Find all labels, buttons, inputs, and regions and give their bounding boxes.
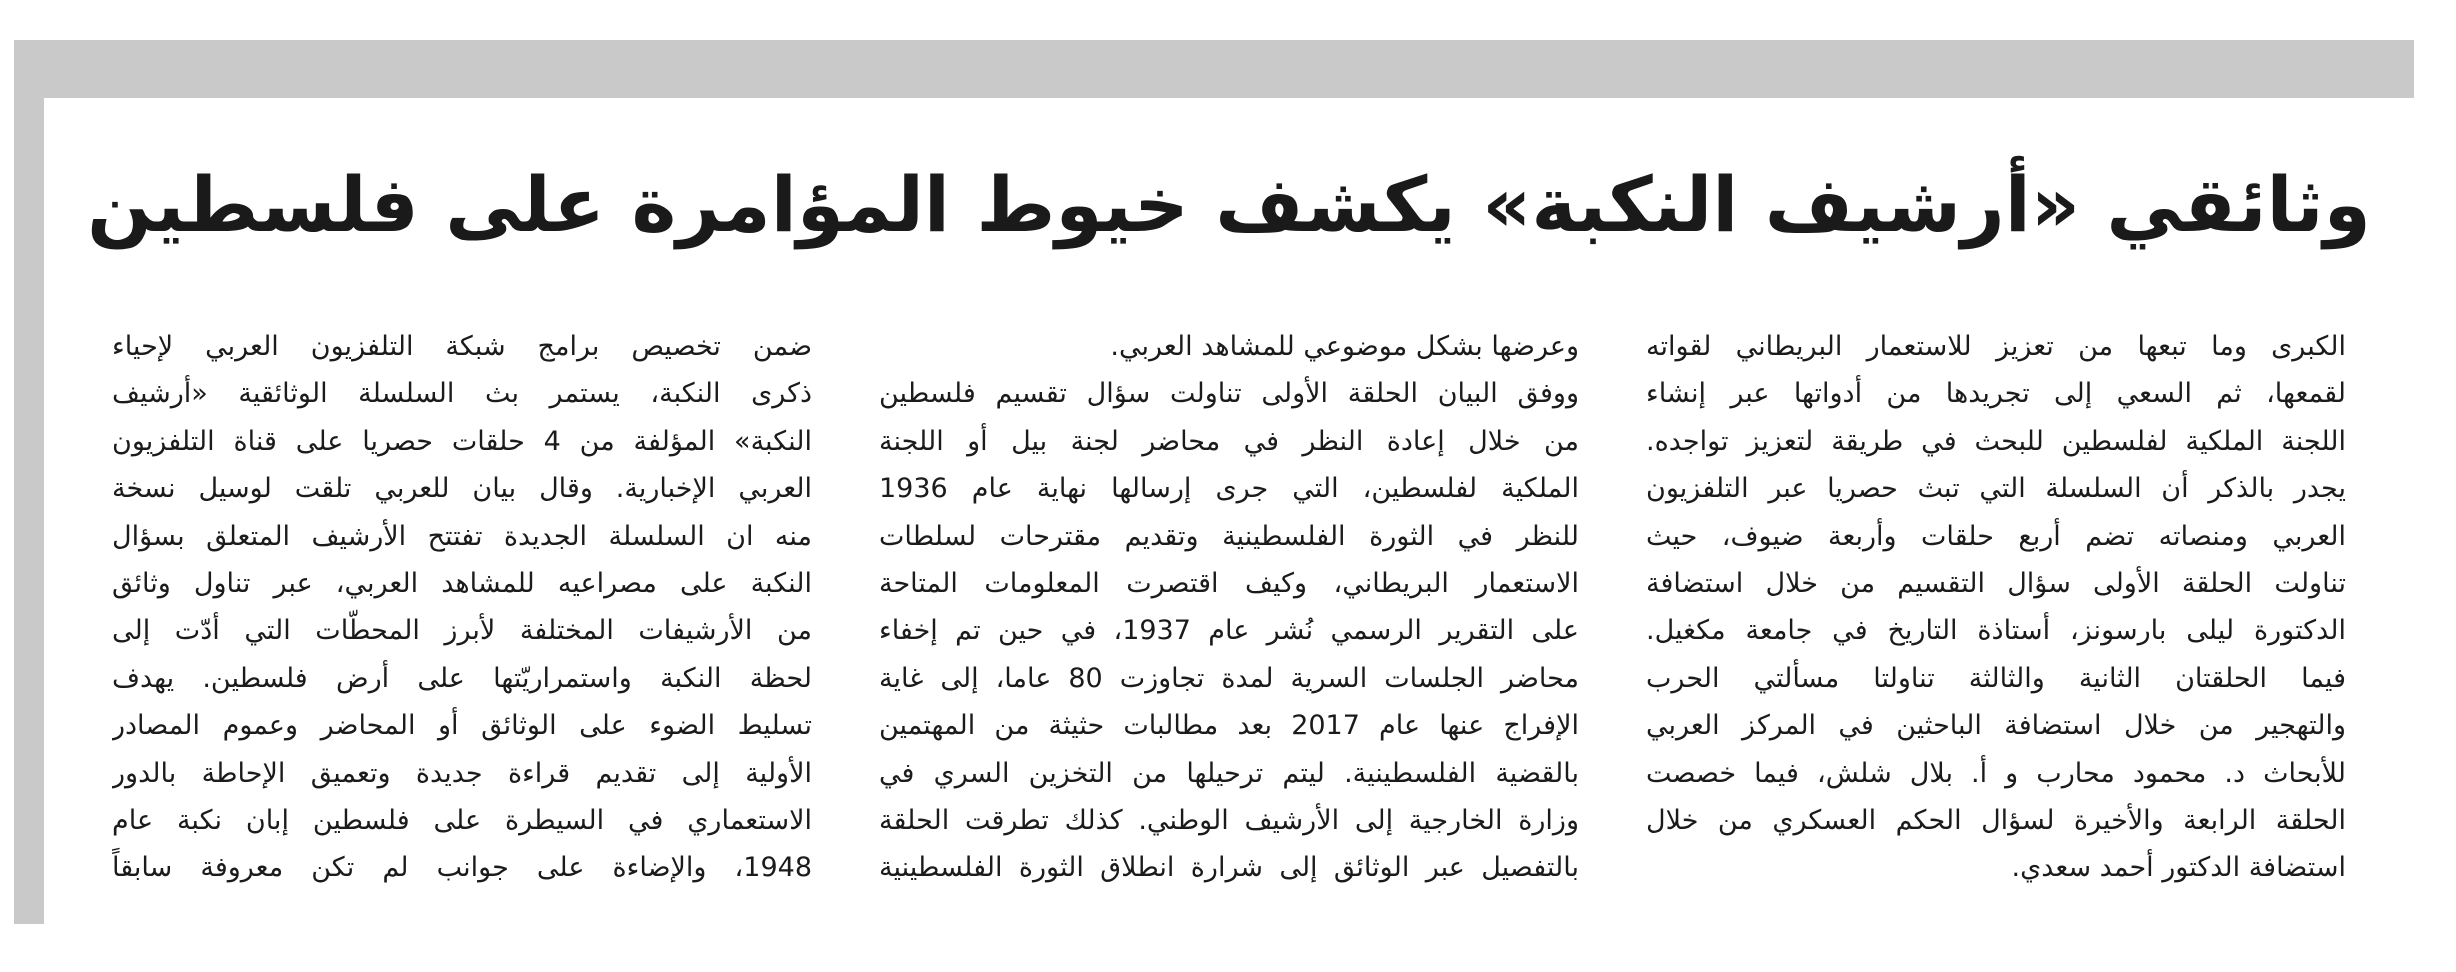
body-line: لحظة النكبة واستمراريّتها على أرض فلسطين. يهدف <box>112 662 812 694</box>
article-body <box>112 323 2346 943</box>
body-line: والتهجير من خلال استضافة الباحثين في المركز العربي <box>1646 710 2346 742</box>
article-panel <box>44 98 2414 946</box>
body-line: اللجنة الملكية لفلسطين للبحث في طريقة لتعزيز تواجده. <box>1646 425 2346 457</box>
body-line: فيما الحلقتان الثانية والثالثة تناولتا مسألتي الحرب <box>1646 662 2346 694</box>
body-line: محاضر الجلسات السرية لمدة تجاوزت 80 عاما، إلى غاية <box>879 662 1579 694</box>
body-line: العربي الإخبارية. وقال بيان للعربي تلقت لوسيل نسخة <box>112 473 812 505</box>
body-line: النكبة على مصراعيه للمشاهد العربي، عبر تناول وثائق <box>112 568 812 600</box>
body-line: للنظر في الثورة الفلسطينية وتقديم مقترحات لسلطات <box>879 520 1579 552</box>
body-line: استضافة الدكتور أحمد سعدي. <box>2011 852 2346 884</box>
body-line: الاستعماري في السيطرة على فلسطين إبان نكبة عام <box>112 805 812 837</box>
headline: وثائقي «أرشيف النكبة» يكشف خيوط المؤامرة على فلسطين <box>87 160 2371 249</box>
body-line: للأبحاث د. محمود محارب و أ. بلال شلش، فيما خصصت <box>1646 757 2346 789</box>
body-line: لقمعها، ثم السعي إلى تجريدها من أدواتها عبر إنشاء <box>1646 378 2346 410</box>
body-line: الحلقة الرابعة والأخيرة لسؤال الحكم العسكري من خلال <box>1646 805 2346 837</box>
body-line: تسليط الضوء على الوثائق أو المحاضر وعموم المصادر <box>112 710 812 742</box>
body-line: ضمن تخصيص برامج شبكة التلفزيون العربي لإحياء <box>112 331 812 362</box>
body-line: يجدر بالذكر أن السلسلة التي تبث حصريا عبر التلفزيون <box>1646 473 2346 505</box>
body-line: ذكرى النكبة، يستمر بث السلسلة الوثائقية «أرشيف <box>112 378 812 410</box>
body-line: منه ان السلسلة الجديدة تفتتح الأرشيف المتعلق بسؤال <box>112 520 812 552</box>
body-line: ووفق البيان الحلقة الأولى تناولت سؤال تقسيم فلسطين <box>879 378 1579 410</box>
article-frame <box>14 40 2414 924</box>
body-line: الكبرى وما تبعها من تعزيز للاستعمار البريطاني لقواته <box>1646 331 2346 362</box>
body-line: الملكية لفلسطين، التي جرى إرسالها نهاية عام 1936 <box>879 473 1579 505</box>
column-2 <box>879 323 1579 943</box>
body-line: بالتفصيل عبر الوثائق إلى شرارة انطلاق الثورة الفلسطينية <box>879 852 1579 884</box>
body-line: تناولت الحلقة الأولى سؤال التقسيم من خلال استضافة <box>1646 568 2346 600</box>
body-line: العربي ومنصاته تضم أربع حلقات وأربعة ضيوف، حيث <box>1646 520 2346 552</box>
body-line: الأولية إلى تقديم قراءة جديدة وتعميق الإحاطة بالدور <box>112 757 812 789</box>
body-line: الاستعمار البريطاني، وكيف اقتصرت المعلومات المتاحة <box>879 568 1579 600</box>
body-line: على التقرير الرسمي نُشر عام 1937، في حين تم إخفاء <box>879 615 1579 647</box>
column-1 <box>112 323 812 943</box>
body-line: من خلال إعادة النظر في محاضر لجنة بيل أو اللجنة <box>879 425 1579 457</box>
body-line: من الأرشيفات المختلفة لأبرز المحطّات التي أدّت إلى <box>112 615 812 647</box>
body-line: بالقضية الفلسطينية. ليتم ترحيلها من التخزين السري في <box>879 757 1579 789</box>
body-line: وزارة الخارجية إلى الأرشيف الوطني. كذلك تطرقت الحلقة <box>879 805 1579 837</box>
column-3 <box>1646 323 2346 943</box>
body-line: الإفراج عنها عام 2017 بعد مطالبات حثيثة من المهتمين <box>879 710 1579 742</box>
body-line: النكبة» المؤلفة من 4 حلقات حصريا على قناة التلفزيون <box>112 425 812 457</box>
body-line: وعرضها بشكل موضوعي للمشاهد العربي. <box>1110 331 1579 362</box>
body-line: 1948، والإضاءة على جوانب لم تكن معروفة سابقاً <box>112 852 812 884</box>
body-line: الدكتورة ليلى بارسونز، أستاذة التاريخ في جامعة مكغيل. <box>1646 615 2346 647</box>
